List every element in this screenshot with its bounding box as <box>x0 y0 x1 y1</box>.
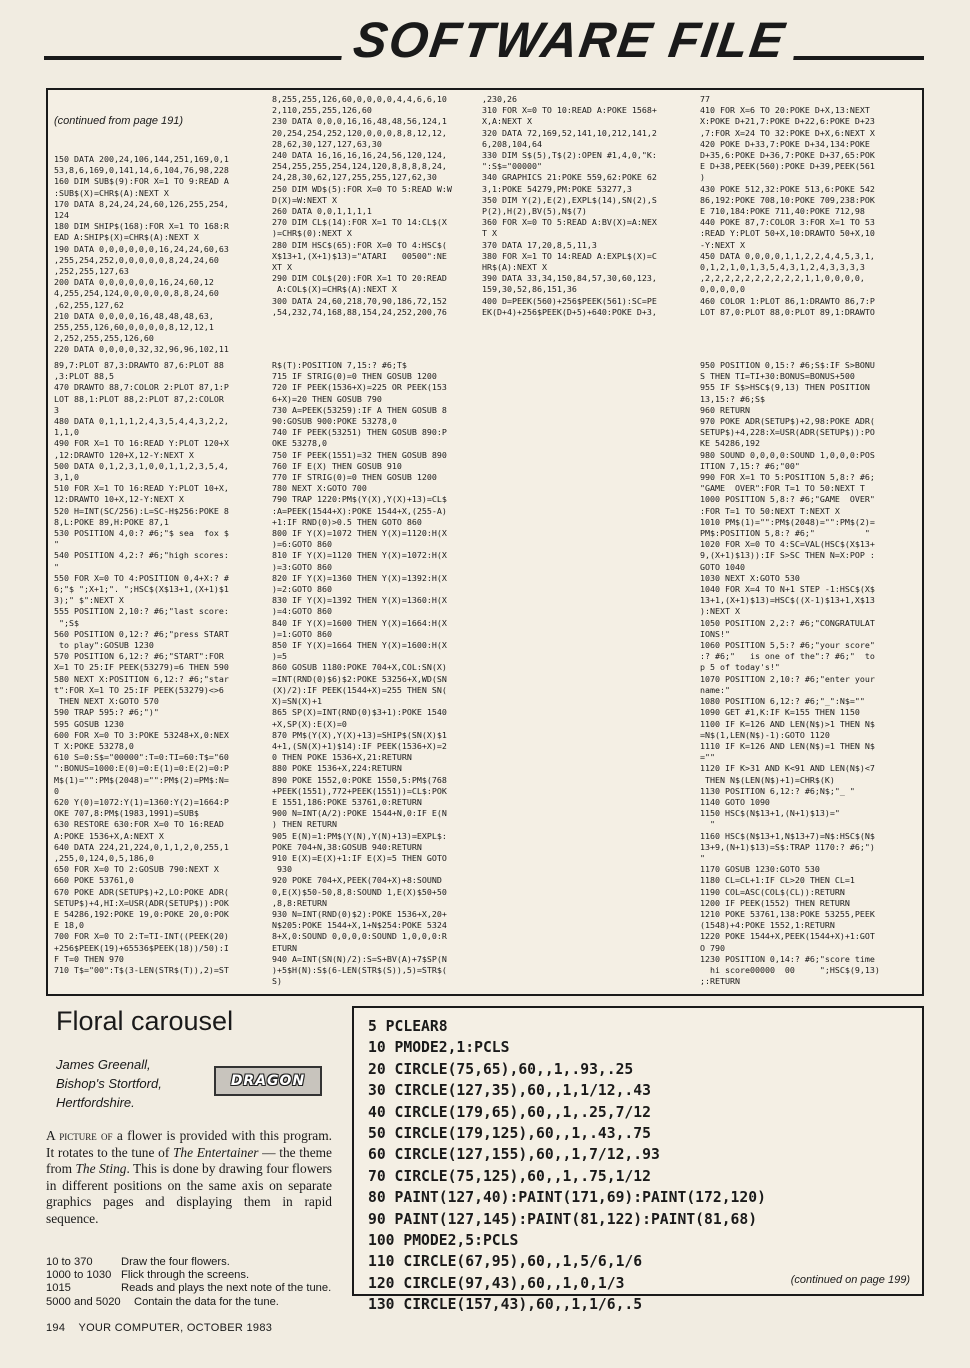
line-notes <box>46 1256 338 1309</box>
note-row <box>46 1256 338 1269</box>
listing-column-5: 89,7:PLOT 87,3:DRAWTO 87,6:PLOT 88 ,3:PLOT 88,5 470 DRAWTO 88,7:COLOR 2:PLOT 87,1:P LOT 88,1:PLOT 88,2:PLOT 87,2:COLOR 3 480 DATA 0,1,1,1,2,4,3,5,4,4,3,2,2, 1,1,0 490 FOR X=1 TO 16:READ Y:PLOT 120+X ,12:DRAWTO 120+X,12-Y:NEXT X 500 DATA 0,1,2,3,1,0,0,1,1,2,3,5,4, 3,1,0 510 FOR X=1 TO 16:READ Y:PLOT 10+X, 12:DRAWTO 10+X,12-Y:NEXT X 520 H=INT(SC/256):L=SC-H$256:POKE 8 8,L:POKE 89,H:POKE 87,1 530 POSITION 4,0:? #6;"$ sea fox $ " 540 POSITION 4,2:? #6;"high scores: " 550 FOR X=0 TO 4:POSITION 0,4+X:? # 6;"$ ";X+1;". ";HSC$(X$13+1,(X+1)$1 3);" $":NEXT X 555 POSITION 2,10:? #6;"last score: ";S$ 560 POSITION 0,12:? #6;"press START to play":GOSUB 1230 570 POSITION 6,12:? #6;"START":FOR X=1 TO 25:IF PEEK(53279)=6 THEN 590 580 NEXT X:POSITION 6,12:? #6;"star t":FOR X=1 TO 25:IF PEEK(53279)<>6 THEN NEXT X:GOTO 570 590 TRAP 595:? #6;")" 595 GOSUB 1230 600 FOR X=0 TO 3:POKE 53248+X,0:NEX T X:POKE 53278,0 610 S=0:S$="00000":T=0:TI=60:T$="60 ":BONUS=1000:E(0)=0:E(1)=0:E(2)=0:P M$(1)="":PM$(2048)="":PM$(2)=PM$:N= 0 620 Y(0)=1072:Y(1)=1360:Y(2)=1664:P OKE 707,8:PM$(1983,1991)=SUB$ 630 RESTORE 630:FOR X=0 TO 16:READ A:POKE 1536+X,A:NEXT X 640 DATA 224,21,224,0,1,1,2,0,255,1 ,255,0,124,0,5,186,0 650 FOR X=0 TO 2:GOSUB 790:NEXT X 660 POKE 53761,0 670 POKE ADR(SETUP$)+2,LO:POKE ADR( SETUP$)+4,HI:X=USR(ADR(SETUP$)):POK E 54286,192:POKE 19,0:POKE 20,0:POK E 18,0 700 FOR X=0 TO 2:T=TI-INT((PEEK(20) +256$PEEK(19)+65536$PEEK(18))/50):I F T=0 THEN 970 710 T$="00":T$(3-LEN(STR$(T)),2)=ST <box>54 360 229 975</box>
listing-column-6: R$(T):POSITION 7,15:? #6;T$ 715 IF STRIG(0)=0 THEN GOSUB 1200 720 IF PEEK(1536+X)=225 OR PEEK(153 6+X)=20 THEN GOSUB 790 730 A=PEEK(53259):IF A THEN GOSUB 8 90:GOSUB 900:POKE 53278,0 740 IF PEEK(53251) THEN GOSUB 890:P OKE 53278,0 750 IF PEEK(1551)=32 THEN GOSUB 890 760 IF E(X) THEN GOSUB 910 770 IF STRIG(0)=0 THEN GOSUB 1200 780 NEXT X:GOTO 700 790 TRAP 1220:PM$(Y(X),Y(X)+13)=CL$ :A=PEEK(1544+X):POKE 1544+X,(255-A) +1:IF RND(0)>0.5 THEN GOTO 860 800 IF Y(X)=1072 THEN Y(X)=1120:H(X )=6:GOTO 860 810 IF Y(X)=1120 THEN Y(X)=1072:H(X )=3:GOTO 860 820 IF Y(X)=1360 THEN Y(X)=1392:H(X )=2:GOTO 860 830 IF Y(X)=1392 THEN Y(X)=1360:H(X )=4:GOTO 860 840 IF Y(X)=1600 THEN Y(X)=1664:H(X )=1:GOTO 860 850 IF Y(X)=1664 THEN Y(X)=1600:H(X )=5 860 GOSUB 1180:POKE 704+X,COL:SN(X) =INT(RND(0)$6)$2:POKE 53256+X,WD(SN (X)/2):IF PEEK(1544+X)=255 THEN SN( X)=SN(X)+1 865 SP(X)=INT(RND(0)$3+1):POKE 1540 +X,SP(X):E(X)=0 870 PM$(Y(X),Y(X)+13)=SHIP$(SN(X)$1 4+1,(SN(X)+1)$14):IF PEEK(1536+X)=2 0 THEN POKE 1536+X,21:RETURN 880 POKE 1536+X,224:RETURN 890 POKE 1552,0:POKE 1550,5:PM$(768 +PEEK(1551),772+PEEK(1551))=CL$:POK E 1551,186:POKE 53761,0:RETURN 900 N=INT(A/2):POKE 1544+N,0:IF E(N ) THEN RETURN 905 E(N)=1:PM$(Y(N),Y(N)+13)=EXPL$: POKE 704+N,38:GOSUB 940:RETURN 910 E(X)=E(X)+1:IF E(X)=5 THEN GOTO 930 920 POKE 704+X,PEEK(704+X)+8:SOUND 0,E(X)$50-50,8,8:SOUND 1,E(X)$50+50 ,8,8:RETURN 930 N=INT(RND(0)$2):POKE 1536+X,20+ N$205:POKE 1544+X,1+N$254:POKE 5324 8+X,0:SOUND 0,0,0,0:SOUND 1,0,0,0:R ETURN 940 A=INT(SN(N)/2):S=S+BV(A)+7$SP(N )+5$H(N):S$(6-LEN(STR$(S)),5)=STR$( S) <box>272 360 447 987</box>
dragon-logo-badge: DRAGON <box>214 1066 322 1096</box>
page-number: 194 <box>46 1322 66 1334</box>
film-title: The Sting <box>75 1161 127 1176</box>
continued-from-label: (continued from page 191) <box>54 115 184 128</box>
intro-text: a flower is provided with this program. It rotates to the tune of <box>46 1128 332 1160</box>
note-desc: Contain the data for the tune. <box>134 1295 279 1308</box>
note-row <box>46 1296 338 1309</box>
author-town: Bishop's Stortford, <box>56 1076 162 1091</box>
note-desc: Flick through the screens. <box>121 1269 250 1282</box>
note-lines: 5000 and 5020 <box>46 1295 121 1308</box>
note-lines: 1015 <box>46 1282 71 1295</box>
author-county: Hertfordshire. <box>56 1095 135 1110</box>
note-desc: Draw the four flowers. <box>121 1256 230 1268</box>
note-row <box>46 1282 338 1295</box>
intro-mid: — the theme from <box>46 1144 333 1176</box>
listing-code: 150 DATA 200,24,106,144,251,169,0,1 53,8,6,169,0,141,14,6,104,76,98,228 160 DIM SUB$(9):FOR X=1 TO 9:READ A :SUB$(X)=CHR$(A):NEXT X 170 DATA 8,24,24,24,60,126,255,254, 124 180 DIM SHIP$(168):FOR X=1 TO 168:R EAD A:SHIP$(X)=CHR$(A):NEXT X 190 DATA 0,0,0,0,0,0,16,24,24,60,63 ,255,254,252,0,0,0,0,0,8,24,24,60 ,252,255,127,63 200 DATA 0,0,0,0,0,0,16,24,60,12 4,255,254,124,0,0,0,0,0,8,8,24,60 ,62,255,127,62 210 DATA 0,0,0,0,16,48,48,48,63, 255,255,126,60,0,0,0,0,8,12,12,1 2,252,255,255,126,60 220 DATA 0,0,0,0,32,32,96,96,102,11 <box>54 154 229 355</box>
page-header <box>44 8 924 80</box>
article-body <box>46 1128 332 1227</box>
intro-small-caps: A picture of <box>46 1128 113 1143</box>
author-name: James Greenall, <box>56 1057 151 1072</box>
page-footer <box>46 1322 282 1334</box>
continued-on-label: (continued on page 199) <box>790 1274 910 1286</box>
note-desc: Reads and plays the next note of the tune. <box>121 1282 332 1295</box>
note-row <box>46 1269 338 1282</box>
intro-outro: . This is done by drawing four flowers in different positions on the same axis on separate graphics pages and displaying them in rapid sequence. <box>46 1161 332 1226</box>
section-banner-title: SOFTWARE FILE <box>340 10 800 70</box>
article-title: Floral carousel <box>56 1006 234 1036</box>
byline <box>56 1055 162 1112</box>
listing-column-7: 950 POSITION 0,15:? #6;S$:IF S>BONU S THEN TI=TI+30:BONUS=BONUS+500 955 IF S$>HSC$(9,13) THEN POSITION 13,15:? #6;S$ 960 RETURN 970 POKE ADR(SETUP$)+2,98:POKE ADR( SETUP$)+4,228:X=USR(ADR(SETUP$)):PO KE 54286,192 980 SOUND 0,0,0,0:SOUND 1,0,0,0:POS ITION 7,15:? #6;"00" 990 FOR X=1 TO 5:POSITION 5,8:? #6; "GAME OVER":FOR T=1 TO 50:NEXT T 1000 POSITION 5,8:? #6;"GAME OVER" :FOR T=1 TO 50:NEXT T:NEXT X 1010 PM$(1)="":PM$(2048)="":PM$(2)= PM$:POSITION 5,8:? #6;" " 1020 FOR X=0 TO 4:SC=VAL(HSC$(X$13+ 9,(X+1)$13)):IF S>SC THEN N=X:POP : GOTO 1040 1030 NEXT X:GOTO 530 1040 FOR X=4 TO N+1 STEP -1:HSC$(X$ 13+1,(X+1)$13)=HSC$((X-1)$13+1,X$13 ):NEXT X 1050 POSITION 2,2:? #6;"CONGRATULAT IONS!" 1060 POSITION 5,5:? #6;"your score" :? #6;" is one of the":? #6;" to p 5 of today's!" 1070 POSITION 2,10:? #6;"enter your name:" 1080 POSITION 6,12:? #6;"_":N$="" 1090 GET #1,K:IF K=155 THEN 1150 1100 IF K=126 AND LEN(N$)>1 THEN N$ =N$(1,LEN(N$)-1):GOTO 1120 1110 IF K=126 AND LEN(N$)=1 THEN N$ ="" 1120 IF K>31 AND K<91 AND LEN(N$)<7 THEN N$(LEN(N$)+1)=CHR$(K) 1130 POSITION 6,12:? #6;N$;"_ " 1140 GOTO 1090 1150 HSC$(N$13+1,(N+1)$13)=" " 1160 HSC$(N$13+1,N$13+7)=N$:HSC$(N$ 13+9,(N+1)$13)=S$:TRAP 1170:? #6;") " 1170 GOSUB 1230:GOTO 530 1180 CL=CL+1:IF CL>20 THEN CL=1 1190 COL=ASC(COL$(CL)):RETURN 1200 IF PEEK(1552) THEN RETURN 1210 POKE 53761,138:POKE 53255,PEEK (1548)+4:POKE 1552,1:RETURN 1220 POKE 1544+X,PEEK(1544+X)+1:GOT O 790 1230 POSITION 0,14:? #6;"score time hi score00000 00 ";HSC$(9,13) ;:RETURN <box>700 360 880 987</box>
listing-column-1 <box>54 94 264 355</box>
dragon-listing-box <box>352 1006 924 1314</box>
dragon-code: 5 PCLEAR8 10 PMODE2,1:PCLS 20 CIRCLE(75,65),60,,1,.93,.25 30 CIRCLE(127,35),60,,1,1/12,.43 40 CIRCLE(179,65),60,,1,.25,7/12 50 CIRCLE(179,125),60,,1,.43,.75 60 CIRCLE(127,155),60,,1,7/12,.93 70 CIRCLE(75,125),60,,1,.75,1/12 80 PAINT(127,40):PAINT(171,69):PAINT(172,120) 90 PAINT(127,145):PAINT(81,122):PAINT(81,68) 100 PMODE2,5:PCLS 110 CIRCLE(67,95),60,,1,5/6,1/6 120 CIRCLE(97,43),60,,1,0,1/3 130 CIRCLE(157,43),60,,1,1/6,.5 <box>368 1018 766 1314</box>
note-lines: 1000 to 1030 <box>46 1269 112 1282</box>
magazine-issue: YOUR COMPUTER, OCTOBER 1983 <box>78 1322 273 1334</box>
tune-title: The Entertainer <box>172 1144 259 1160</box>
note-lines: 10 to 370 <box>46 1256 93 1268</box>
listing-column-2: 8,255,255,126,60,0,0,0,0,4,4,6,6,10 2,110,255,255,126,60 230 DATA 0,0,0,16,16,48,48,56,124,1 20,254,254,252,120,0,0,0,8,8,12,12, 28,62,30,127,127,63,30 240 DATA 16,16,16,16,24,56,120,124, 254,255,255,254,124,120,8,8,8,8,24, 24,28,30,62,127,255,255,127,62,30 250 DIM WD$(5):FOR X=0 TO 5:READ W:W D(X)=W:NEXT X 260 DATA 0,0,1,1,1,1 270 DIM CL$(14):FOR X=1 TO 14:CL$(X )=CHR$(0):NEXT X 280 DIM HSC$(65):FOR X=0 TO 4:HSC$( X$13+1,(X+1)$13)="ATARI 00500":NE XT X 290 DIM COL$(20):FOR X=1 TO 20:READ A:COL$(X)=CHR$(A):NEXT X 300 DATA 24,60,218,70,90,186,72,152 ,54,232,74,168,88,154,24,252,200,76 <box>272 94 452 317</box>
atari-listing-box <box>46 88 924 996</box>
listing-column-3: ,230,26 310 FOR X=0 TO 10:READ A:POKE 1568+ X,A:NEXT X 320 DATA 72,169,52,141,10,212,141,2 6,208,104,64 330 DIM S$(5),T$(2):OPEN #1,4,0,"K: ":S$="00000" 340 GRAPHICS 21:POKE 559,62:POKE 62 3,1:POKE 54279,PM:POKE 53277,3 350 DIM Y(2),E(2),EXPL$(14),SN(2),S P(2),H(2),BV(5),N$(7) 360 FOR X=0 TO 5:READ A:BV(X)=A:NEX T X 370 DATA 17,20,8,5,11,3 380 FOR X=1 TO 14:READ A:EXPL$(X)=C HR$(A):NEXT X 390 DATA 33,34,150,84,57,30,60,123, 159,30,52,86,151,36 400 D=PEEK(560)+256$PEEK(561):SC=PE EK(D+4)+256$PEEK(D+5)+640:POKE D+3, <box>482 94 657 317</box>
listing-column-4: 77 410 FOR X=6 TO 20:POKE D+X,13:NEXT X:POKE D+21,7:POKE D+22,6:POKE D+23 ,7:FOR X=24 TO 32:POKE D+X,6:NEXT X 420 POKE D+33,7:POKE D+34,134:POKE D+35,6:POKE D+36,7:POKE D+37,65:POK E D+38,PEEK(560):POKE D+39,PEEK(561 ) 430 POKE 512,32:POKE 513,6:POKE 542 86,192:POKE 708,10:POKE 709,238:POK E 710,184:POKE 711,40:POKE 712,98 440 POKE 87,7:COLOR 3:FOR X=1 TO 53 :READ Y:PLOT 50+X,10:DRAWTO 50+X,10 -Y:NEXT X 450 DATA 0,0,0,0,1,1,2,2,4,4,5,3,1, 0,1,2,1,0,1,3,5,4,3,1,2,4,3,3,3,3 ,2,2,2,2,2,2,2,2,2,2,1,1,0,0,0,0, 0,0,0,0,0 460 COLOR 1:PLOT 86,1:DRAWTO 86,7:P LOT 87,0:PLOT 88,0:PLOT 89,1:DRAWTO <box>700 94 875 317</box>
